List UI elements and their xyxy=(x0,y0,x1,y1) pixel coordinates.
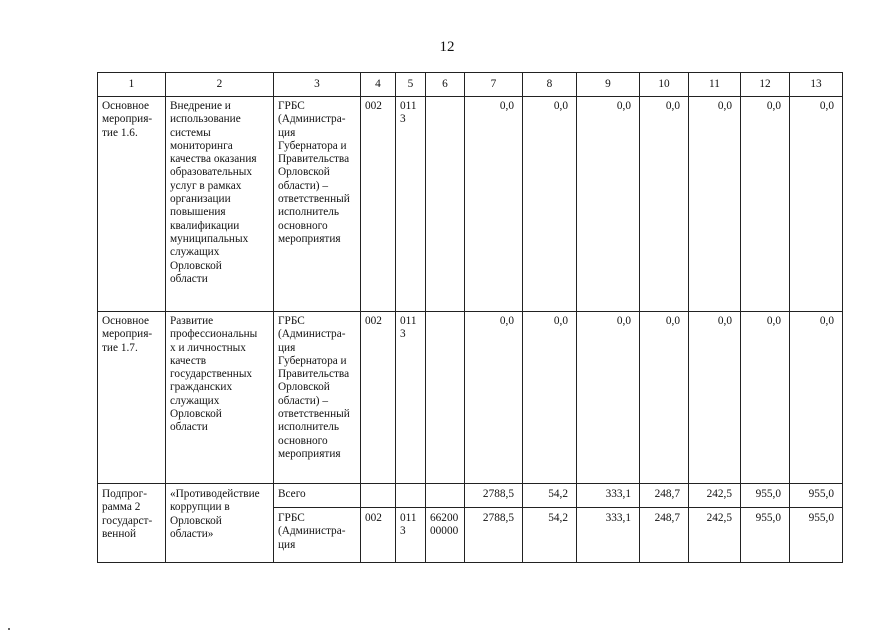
row-item-cell xyxy=(98,97,166,312)
row-code-c4: 002 xyxy=(361,97,396,312)
column-header: 7 xyxy=(465,73,523,97)
value-cell: 0,0 xyxy=(689,312,741,484)
value-cell: 0,0 xyxy=(741,312,790,484)
value-cell: 955,0 xyxy=(790,508,843,563)
column-header: 5 xyxy=(396,73,426,97)
row-name-text: Развитие профессиональны х и личностных качеств государственных гражданских служащих Орловской области xyxy=(170,315,258,434)
value-cell: 248,7 xyxy=(640,484,689,508)
column-header: 2 xyxy=(166,73,274,97)
value-cell: 0,0 xyxy=(790,97,843,312)
value-cell: 0,0 xyxy=(465,312,523,484)
row-name-text: «Противодействие коррупции в Орловской области» xyxy=(170,488,260,540)
row-code-c6 xyxy=(426,484,465,508)
table-row-measure-1-6 xyxy=(98,97,843,312)
table-header-row xyxy=(98,73,843,97)
column-header: 11 xyxy=(689,73,741,97)
row-item-cell xyxy=(98,312,166,484)
value-cell: 0,0 xyxy=(523,97,577,312)
table-row-measure-1-7 xyxy=(98,312,843,484)
value-cell: 242,5 xyxy=(689,484,741,508)
row-code-c4 xyxy=(361,484,396,508)
value-cell: 54,2 xyxy=(523,508,577,563)
table-row-subprogram-total xyxy=(98,484,843,508)
row-name-text: Внедрение и использование системы мониторинга качества оказания образовательных услуг в рамках организации повышения квалификации муниципальных служащих Орловской области xyxy=(170,100,257,285)
column-header: 10 xyxy=(640,73,689,97)
value-cell: 0,0 xyxy=(640,97,689,312)
row-code-c6-cell xyxy=(426,508,465,563)
value-cell: 955,0 xyxy=(741,484,790,508)
row-executor-cell xyxy=(274,97,361,312)
row-code-c6 xyxy=(426,312,465,484)
row-executor-cell xyxy=(274,508,361,563)
value-cell: 955,0 xyxy=(790,484,843,508)
row-code-c4: 002 xyxy=(361,312,396,484)
value-cell: 2788,5 xyxy=(465,484,523,508)
value-cell: 0,0 xyxy=(577,312,640,484)
row-code-c6: 66200 00000 xyxy=(430,512,459,538)
row-code-c5-cell xyxy=(396,97,426,312)
row-code-c5 xyxy=(396,484,426,508)
value-cell: 248,7 xyxy=(640,508,689,563)
value-cell: 0,0 xyxy=(523,312,577,484)
row-code-c5-cell xyxy=(396,312,426,484)
row-name-cell xyxy=(166,484,274,563)
column-header: 1 xyxy=(98,73,166,97)
row-name-cell xyxy=(166,97,274,312)
column-header: 8 xyxy=(523,73,577,97)
budget-table xyxy=(97,72,843,563)
column-header: 12 xyxy=(741,73,790,97)
row-item-cell xyxy=(98,484,166,563)
row-code-c6 xyxy=(426,97,465,312)
column-header: 13 xyxy=(790,73,843,97)
row-code-c5: 011 3 xyxy=(400,100,417,126)
row-code-c5: 011 3 xyxy=(400,512,417,538)
value-cell: 242,5 xyxy=(689,508,741,563)
column-header: 6 xyxy=(426,73,465,97)
row-executor-text: ГРБС (Администра- ция Губернатора и Правительства Орловской области) – ответственный исполнитель основного мероприятия xyxy=(278,315,350,460)
value-cell: 955,0 xyxy=(741,508,790,563)
column-header: 3 xyxy=(274,73,361,97)
column-header: 9 xyxy=(577,73,640,97)
row-item-label: Основное мероприя- тие 1.6. xyxy=(102,100,153,139)
value-cell: 0,0 xyxy=(790,312,843,484)
row-item-label: Подпрог- рамма 2 государст- венной xyxy=(102,488,153,540)
value-cell: 2788,5 xyxy=(465,508,523,563)
row-name-cell xyxy=(166,312,274,484)
row-executor-cell xyxy=(274,312,361,484)
value-cell: 0,0 xyxy=(689,97,741,312)
column-header: 4 xyxy=(361,73,396,97)
page-number: 12 xyxy=(439,39,455,55)
row-code-c4: 002 xyxy=(361,508,396,563)
scan-speck xyxy=(8,628,10,630)
value-cell: 0,0 xyxy=(640,312,689,484)
row-code-c5: 011 3 xyxy=(400,315,417,341)
value-cell: 54,2 xyxy=(523,484,577,508)
row-item-label: Основное мероприя- тие 1.7. xyxy=(102,315,153,354)
value-cell: 0,0 xyxy=(577,97,640,312)
row-code-c5-cell xyxy=(396,508,426,563)
value-cell: 0,0 xyxy=(741,97,790,312)
value-cell: 0,0 xyxy=(465,97,523,312)
value-cell: 333,1 xyxy=(577,508,640,563)
row-executor-text: ГРБС (Администра- ция Губернатора и Правительства Орловской области) – ответственный исполнитель основного мероприятия xyxy=(278,100,350,245)
value-cell: 333,1 xyxy=(577,484,640,508)
row-executor-total: Всего xyxy=(274,484,361,508)
row-executor-text: ГРБС (Администра- ция xyxy=(278,512,346,551)
